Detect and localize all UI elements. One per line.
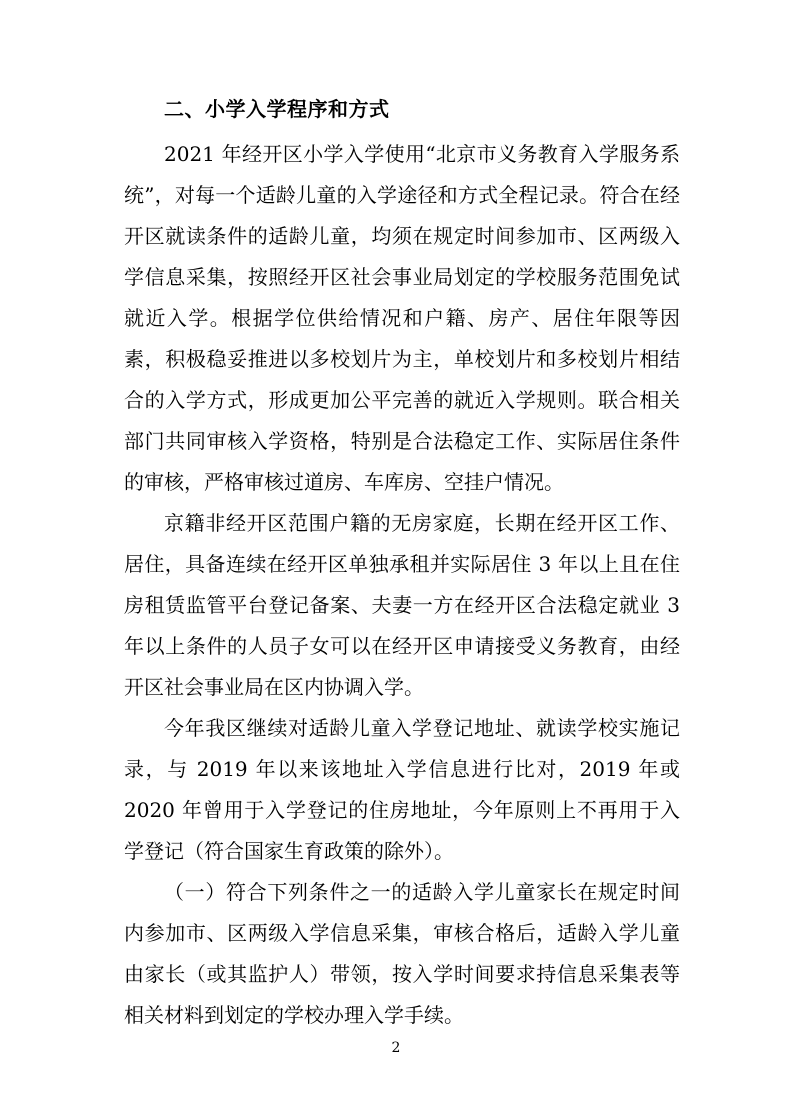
paragraph-4: （一）符合下列条件之一的适龄入学儿童家长在规定时间内参加市、区两级入学信息采集，审核合格后，适龄入学儿童由家长（或其监护人）带领，按入学时间要求持信息采集表等相关材料到划定的学校办理入学手续。: [124, 880, 680, 1027]
paragraph-3: 今年我区继续对适龄儿童入学登记地址、就读学校实施记录，与 2019 年以来该地址入学信息进行比对，2019 年或 2020 年曾用于入学登记的住房地址，今年原则上不再用于入学登记（符合国家生育政策的除外）。: [124, 716, 680, 863]
paragraph-1: 2021 年经开区小学入学使用“北京市义务教育入学服务系统”，对每一个适龄儿童的入学途径和方式全程记录。符合在经开区就读条件的适龄儿童，均须在规定时间参加市、区两级入学信息采集，按照经开区社会事业局划定的学校服务范围免试就近入学。根据学位供给情况和户籍、房产、居住年限等因素，积极稳妥推进以多校划片为主，单校划片和多校划片相结合的入学方式，形成更加公平完善的就近入学规则。联合相关部门共同审核入学资格，特别是合法稳定工作、实际居住条件的审核，严格审核过道房、车库房、空挂户情况。: [124, 142, 680, 494]
page-number: 2: [391, 1040, 401, 1056]
section-heading: 二、小学入学程序和方式: [164, 97, 390, 121]
document-body: [124, 92, 680, 1036]
paragraph-2: 京籍非经开区范围户籍的无房家庭，长期在经开区工作、居住，具备连续在经开区单独承租并实际居住 3 年以上且在住房租赁监管平台登记备案、夫妻一方在经开区合法稳定就业 3 年以上条件的人员子女可以在经开区申请接受义务教育，由经开区社会事业局在区内协调入学。: [124, 511, 680, 699]
